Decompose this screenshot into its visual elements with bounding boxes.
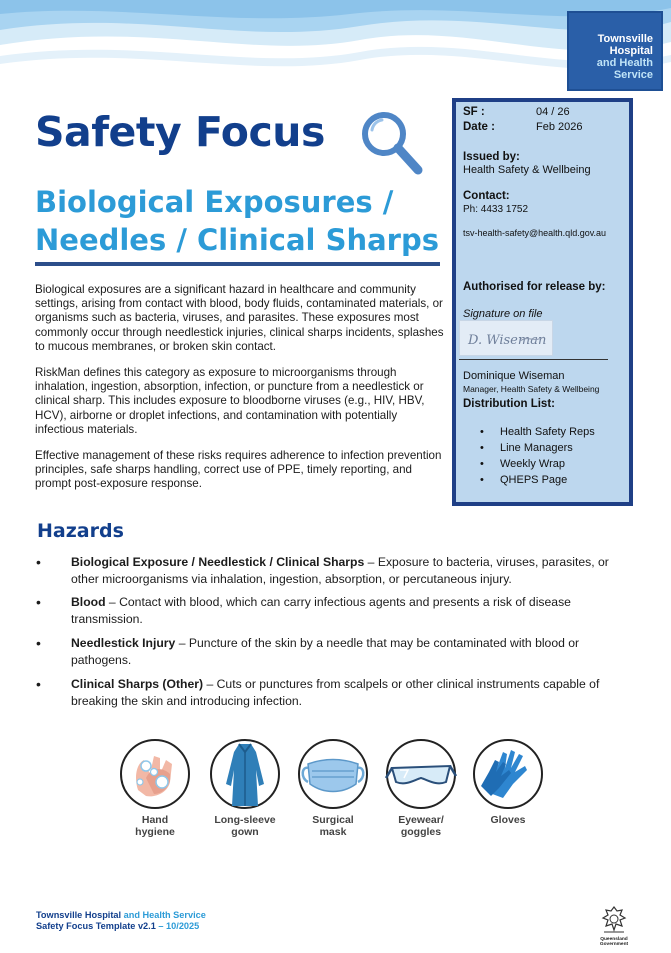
info-panel bbox=[452, 98, 633, 506]
ppe-label: Surgical bbox=[312, 814, 354, 826]
contact-label: Contact: bbox=[463, 190, 510, 202]
ppe-label: gown bbox=[231, 826, 259, 838]
footer-template-date: – 10/2025 bbox=[155, 921, 200, 931]
ppe-label: Eyewear/ bbox=[398, 814, 444, 826]
page-title: Safety Focus bbox=[35, 108, 325, 156]
distribution-list bbox=[480, 426, 595, 490]
footer-org: Townsville Hospital bbox=[36, 910, 122, 920]
logo-line: Hospital bbox=[609, 45, 653, 57]
ppe-label: Gloves bbox=[490, 814, 526, 826]
signature-scribble-text: D. Wiseman bbox=[468, 333, 547, 348]
issued-label: Issued by: bbox=[463, 151, 520, 163]
hospital-logo bbox=[567, 11, 663, 91]
date-value: Feb 2026 bbox=[536, 121, 583, 133]
hazard-desc: – Puncture of the skin by a needle that may be contaminated with blood or pathogens. bbox=[71, 636, 580, 667]
sf-label: SF : bbox=[463, 106, 485, 118]
authorised-label: Authorised for release by: bbox=[463, 281, 606, 293]
bullet: • bbox=[36, 635, 41, 651]
contact-email: tsv-health-safety@health.qld.gov.au bbox=[463, 228, 607, 238]
subtitle-line: Biological Exposures / bbox=[35, 185, 394, 219]
distribution-item-label: Health Safety Reps bbox=[500, 426, 595, 438]
goggles-icon bbox=[382, 738, 460, 810]
ppe-label: Hand bbox=[141, 814, 169, 826]
logo-line: Service bbox=[613, 69, 653, 81]
crest-line: Queensland bbox=[600, 937, 628, 942]
ppe-label: mask bbox=[319, 826, 347, 838]
page-subtitle bbox=[35, 183, 450, 259]
sf-value: 04 / 26 bbox=[536, 106, 570, 118]
hazard-desc: – Contact with blood, which can carry infectious agents and presents a risk of disease transmission. bbox=[71, 595, 571, 626]
hazard-title: Biological Exposure / Needlestick / Clinical Sharps bbox=[71, 555, 365, 569]
ppe-label: hygiene bbox=[135, 826, 175, 838]
signature-note: Signature on file bbox=[463, 308, 543, 320]
phone-number: Ph: 4433 1752 bbox=[463, 204, 529, 215]
distribution-item: • Weekly Wrap bbox=[480, 458, 566, 470]
distribution-item: • QHEPS Page bbox=[480, 474, 568, 486]
signature-scribble bbox=[460, 321, 552, 355]
ppe-goggles bbox=[381, 738, 461, 838]
footer-org-service: and Health Service bbox=[121, 910, 206, 920]
ppe-gown bbox=[205, 738, 285, 838]
logo-line: and Health bbox=[596, 57, 653, 69]
ppe-label: goggles bbox=[400, 826, 442, 838]
hazard-desc: – Exposure to bacteria, viruses, parasites, or other microorganisms via inhalation, ingestion, absorption, or percutaneous injury. bbox=[71, 555, 609, 586]
signer-title: Manager, Health Safety & Wellbeing bbox=[463, 384, 600, 394]
hazard-title: Blood bbox=[71, 595, 106, 609]
bullet: • bbox=[36, 594, 41, 610]
distribution-item-label: Weekly Wrap bbox=[500, 458, 566, 470]
logo-line: Townsville bbox=[597, 33, 653, 45]
mask-icon bbox=[294, 738, 372, 810]
hand-hygiene-icon bbox=[116, 738, 194, 810]
footer-template: Safety Focus Template v2.1 bbox=[36, 921, 156, 931]
crest-icon bbox=[598, 905, 630, 935]
date-label: Date : bbox=[463, 121, 495, 133]
definition-paragraph: RiskMan defines this category as exposure to microorganisms through inhalation, ingestion, absorption, infection, or puncture from a needlestick or clinical sharp. This includes exposure to bloodborne viruses (e.g., HIV, HBV, HCV), airborne or droplet infections, and contamination with potentially infectious materials. bbox=[35, 366, 425, 436]
title-divider bbox=[35, 262, 440, 266]
distribution-item-label: Line Managers bbox=[500, 442, 573, 454]
footer bbox=[36, 910, 206, 932]
subtitle-line: Needles / Clinical Sharps bbox=[35, 223, 439, 257]
signature-line bbox=[459, 359, 608, 360]
bullet: • bbox=[36, 554, 41, 570]
ppe-gloves bbox=[468, 738, 548, 826]
ppe-mask bbox=[293, 738, 373, 838]
distribution-label: Distribution List: bbox=[463, 398, 555, 410]
queensland-government-crest bbox=[597, 905, 631, 947]
gloves-icon bbox=[469, 738, 547, 810]
intro-paragraph: Biological exposures are a significant hazard in healthcare and community settings, arising from contact with blood, body fluids, contaminated materials, or organisms such as bacteria, viruses, and parasites. These exposures most commonly occur through needlestick injuries, clinical sharps incidents, splashes to mucous membranes, or broken skin contact. bbox=[35, 283, 444, 353]
ppe-hand-hygiene bbox=[115, 738, 195, 838]
management-paragraph: Effective management of these risks requires adherence to infection prevention principles, safe sharps handling, correct use of PPE, timely reporting, and prompt post-exposure response. bbox=[35, 449, 442, 491]
signer-name: Dominique Wiseman bbox=[463, 370, 565, 382]
ppe-label: Long-sleeve bbox=[214, 814, 276, 826]
hazards-heading: Hazards bbox=[37, 520, 124, 542]
hazard-title: Clinical Sharps (Other) bbox=[71, 677, 204, 691]
distribution-item: • Line Managers bbox=[480, 442, 573, 454]
gown-icon bbox=[206, 738, 284, 810]
signature-image bbox=[459, 320, 553, 356]
hazard-desc: – Cuts or punctures from scalpels or other clinical instruments capable of breaking the skin and introducing infection. bbox=[71, 677, 600, 708]
crest-line: Government bbox=[599, 942, 629, 947]
bullet: • bbox=[36, 676, 41, 692]
distribution-item-label: QHEPS Page bbox=[500, 474, 568, 486]
issued-value: Health Safety & Wellbeing bbox=[463, 164, 591, 176]
distribution-item: • Health Safety Reps bbox=[480, 426, 595, 438]
magnifier-icon bbox=[356, 108, 428, 180]
hazard-title: Needlestick Injury bbox=[71, 636, 176, 650]
